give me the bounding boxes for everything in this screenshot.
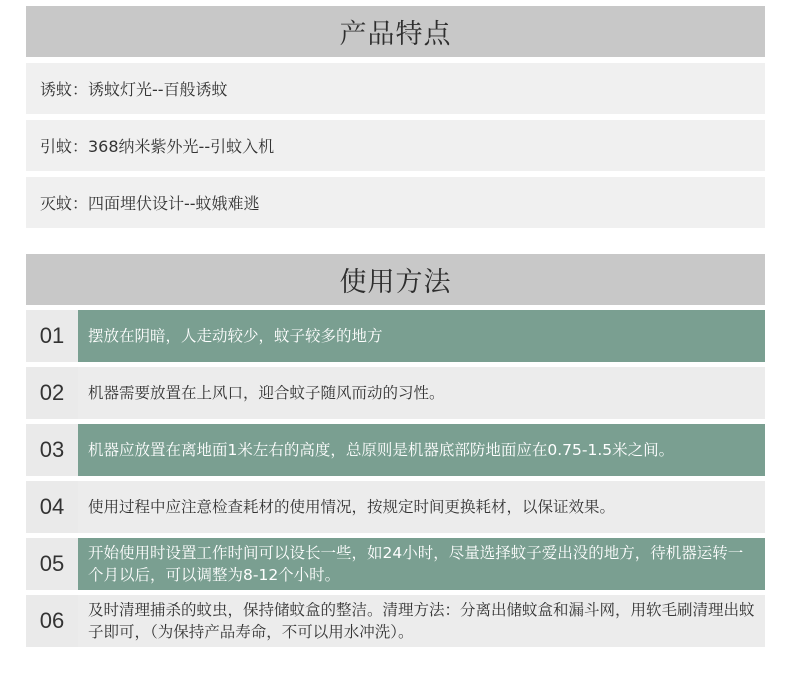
step-text: 机器应放置在离地面1米左右的高度，总原则是机器底部防地面应在0.75-1.5米之间。 xyxy=(78,424,765,476)
section-spacer xyxy=(26,228,765,254)
usage-step-02 xyxy=(26,367,765,419)
step-text: 开始使用时设置工作时间可以设长一些，如24小时，尽量选择蚊子爱出没的地方，待机器运转一个月以后，可以调整为8-12个小时。 xyxy=(78,538,765,590)
step-number: 04 xyxy=(26,481,78,533)
feature-label: 灭蚊：四面埋伏设计--蚊娥难逃 xyxy=(40,194,260,213)
features-header xyxy=(26,6,765,57)
step-text: 及时清理捕杀的蚊虫，保持储蚊盒的整洁。清理方法：分离出储蚊盒和漏斗网，用软毛刷清理出蚊子即可，（为保持产品寿命，不可以用水冲洗）。 xyxy=(78,595,765,647)
step-number: 05 xyxy=(26,538,78,590)
usage-step-06 xyxy=(26,595,765,647)
step-number: 03 xyxy=(26,424,78,476)
step-text: 使用过程中应注意检查耗材的使用情况，按规定时间更换耗材，以保证效果。 xyxy=(78,481,765,533)
usage-step-04 xyxy=(26,481,765,533)
feature-item-kill xyxy=(26,177,765,228)
usage-step-01 xyxy=(26,310,765,362)
step-text: 机器需要放置在上风口，迎合蚊子随风而动的习性。 xyxy=(78,367,765,419)
step-text: 摆放在阴暗，人走动较少，蚊子较多的地方 xyxy=(78,310,765,362)
step-number: 02 xyxy=(26,367,78,419)
usage-header xyxy=(26,254,765,305)
feature-label: 诱蚊：诱蚊灯光--百般诱蚊 xyxy=(40,80,228,99)
feature-label: 引蚊：368纳米紫外光--引蚊入机 xyxy=(40,137,275,156)
features-title: 产品特点 xyxy=(339,19,452,50)
feature-item-attract xyxy=(26,120,765,171)
step-number: 06 xyxy=(26,595,78,647)
step-number: 01 xyxy=(26,310,78,362)
feature-item-lure xyxy=(26,63,765,114)
usage-title: 使用方法 xyxy=(339,267,452,298)
page-content xyxy=(26,6,765,647)
usage-step-05 xyxy=(26,538,765,590)
usage-step-03 xyxy=(26,424,765,476)
